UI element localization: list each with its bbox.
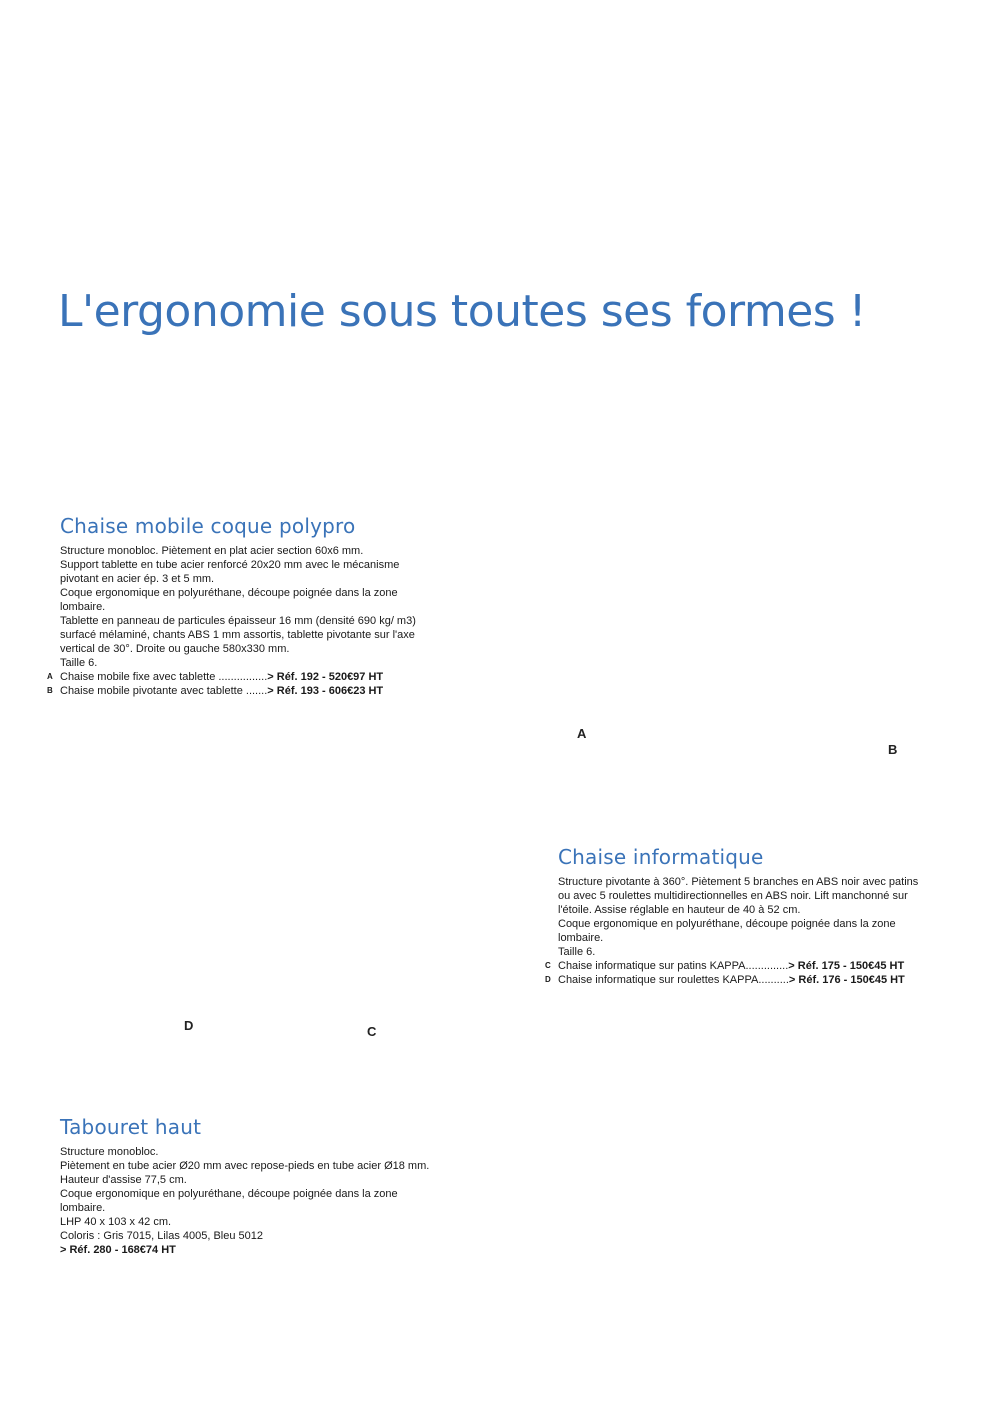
photo-label-c: C <box>367 1024 377 1039</box>
photo-label-b: B <box>888 742 898 757</box>
product-item-b <box>47 684 432 698</box>
desc-line: Coque ergonomique en polyuréthane, découpe poignée dans la zone lombaire. <box>60 1188 398 1214</box>
section-title: Chaise mobile coque polypro <box>60 514 356 538</box>
item-marker: C <box>545 961 551 970</box>
section-description <box>558 875 930 959</box>
item-ref: > Réf. 193 - 606€23 HT <box>267 685 384 697</box>
item-ref: > Réf. 175 - 150€45 HT <box>788 960 905 972</box>
product-item-a <box>47 670 432 684</box>
photo-label-d: D <box>184 1018 194 1033</box>
product-item-d <box>545 973 930 987</box>
item-label: Chaise mobile pivotante avec tablette ....... <box>60 685 268 697</box>
section-chaise-informatique <box>545 845 930 987</box>
desc-line: Tablette en panneau de particules épaisseur 16 mm (densité 690 kg/ m3) surfacé mélaminé, chants ABS 1 mm assortis, tablette pivotante sur l'axe vertical de 30°. Droite ou gauche 580x330 mm. <box>60 615 416 655</box>
desc-line: Support tablette en tube acier renforcé 20x20 mm avec le mécanisme pivotant en acier ép. 3 et 5 mm. <box>60 559 400 585</box>
desc-line: Piètement en tube acier Ø20 mm avec repose-pieds en tube acier Ø18 mm. Hauteur d'assise 77,5 cm. <box>60 1160 430 1186</box>
product-item-c <box>545 959 930 973</box>
desc-line: Structure pivotante à 360°. Piètement 5 branches en ABS noir avec patins ou avec 5 roulettes multidirectionnelles en ABS noir. Lift manchonné sur l'étoile. Assise réglable en hauteur de 40 à 52 cm. <box>558 876 919 916</box>
desc-line: Structure monobloc. Piètement en plat acier section 60x6 mm. <box>60 545 364 557</box>
item-marker: D <box>545 975 551 984</box>
desc-line: Coloris : Gris 7015, Lilas 4005, Bleu 5012 <box>60 1230 264 1242</box>
item-ref: > Réf. 192 - 520€97 HT <box>267 671 384 683</box>
section-chaise-mobile <box>47 514 432 698</box>
desc-line: Coque ergonomique en polyuréthane, découpe poignée dans la zone lombaire. <box>60 587 398 613</box>
section-title: Tabouret haut <box>60 1115 202 1139</box>
desc-line: Taille 6. <box>558 946 596 958</box>
page-headline: L'ergonomie sous toutes ses formes ! <box>58 286 866 337</box>
item-label: Chaise mobile fixe avec tablette ................ <box>60 671 268 683</box>
photo-label-a: A <box>577 726 587 741</box>
product-ref: > Réf. 280 - 168€74 HT <box>60 1244 176 1256</box>
item-ref: > Réf. 176 - 150€45 HT <box>788 974 905 986</box>
section-title: Chaise informatique <box>558 845 764 869</box>
desc-line: LHP 40 x 103 x 42 cm. <box>60 1216 172 1228</box>
item-label: Chaise informatique sur roulettes KAPPA.......... <box>558 974 789 986</box>
desc-line: Structure monobloc. <box>60 1146 159 1158</box>
item-marker: A <box>47 672 53 681</box>
section-description <box>60 544 432 670</box>
item-label: Chaise informatique sur patins KAPPA.............. <box>558 960 789 972</box>
item-marker: B <box>47 686 53 695</box>
section-tabouret-haut <box>60 1115 436 1257</box>
section-description <box>60 1145 436 1243</box>
desc-line: Coque ergonomique en polyuréthane, découpe poignée dans la zone lombaire. <box>558 918 896 944</box>
desc-line: Taille 6. <box>60 657 98 669</box>
